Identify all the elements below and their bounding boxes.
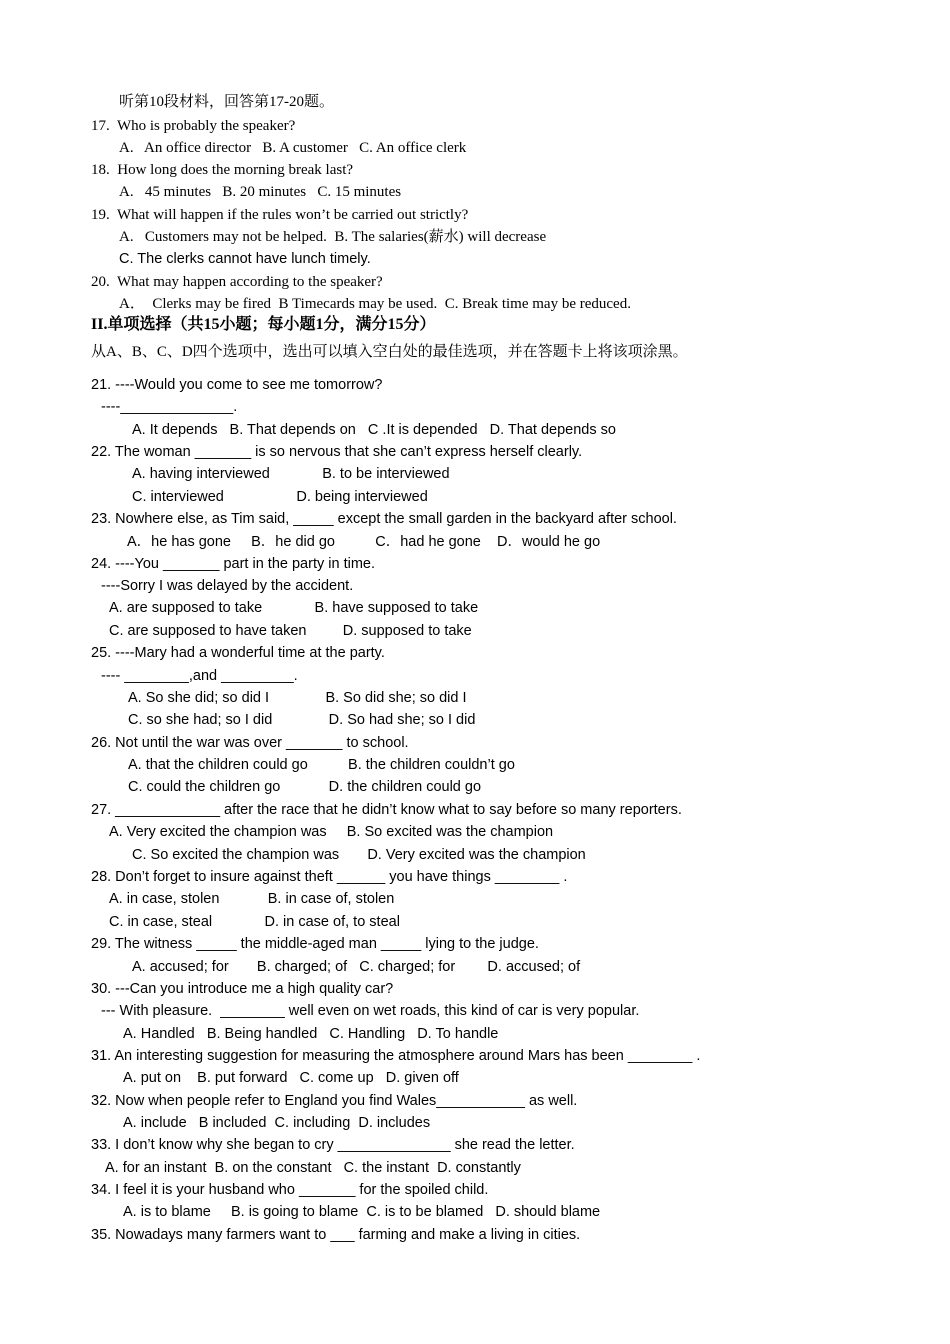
question-25-options-ab: A. So she did; so did I B. So did she; so did I — [128, 690, 467, 706]
question-19-option-c: C. The clerks cannot have lunch timely. — [119, 251, 371, 267]
question-33-options: A. for an instant B. on the constant C. the instant D. constantly — [105, 1160, 521, 1176]
question-24-reply: ----Sorry I was delayed by the accident. — [101, 578, 354, 594]
question-29-options: A. accused; for B. charged; of C. charged; for D. accused; of — [132, 959, 581, 975]
question-30: 30. ---Can you introduce me a high quality car? — [91, 981, 394, 997]
question-26: 26. Not until the war was over _______ to school. — [91, 735, 409, 751]
question-32: 32. Now when people refer to England you find Wales___________ as well. — [91, 1093, 578, 1109]
question-24-options-ab: A. are supposed to take B. have supposed to take — [109, 600, 479, 616]
listening-instruction: 听第10段材料，回答第17-20题。 — [119, 94, 334, 110]
question-27: 27. _____________ after the race that he didn’t know what to say before so many reporters. — [91, 802, 682, 818]
question-21-options: A. It depends B. That depends on C .It is depended D. That depends so — [132, 422, 616, 438]
question-30-reply: --- With pleasure. ________ well even on wet roads, this kind of car is very popular. — [101, 1003, 640, 1019]
question-35: 35. Nowadays many farmers want to ___ farming and make a living in cities. — [91, 1227, 581, 1243]
question-34-options: A. is to blame B. is going to blame C. is to be blamed D. should blame — [123, 1204, 601, 1220]
question-31-options: A. put on B. put forward C. come up D. given off — [123, 1070, 459, 1086]
question-24: 24. ----You _______ part in the party in time. — [91, 556, 375, 572]
question-21: 21. ----Would you come to see me tomorrow? — [91, 377, 383, 393]
question-26-options-ab: A. that the children could go B. the children couldn’t go — [128, 757, 515, 773]
question-18-options: A. 45 minutes B. 20 minutes C. 15 minutes — [119, 184, 402, 200]
question-20: 20. What may happen according to the speaker? — [91, 274, 383, 290]
question-34: 34. I feel it is your husband who _______ for the spoiled child. — [91, 1182, 489, 1198]
question-18: 18. How long does the morning break last? — [91, 162, 354, 178]
question-22-options-ab: A. having interviewed B. to be interviewed — [132, 466, 450, 482]
question-19-options: A. Customers may not be helped. B. The salaries(薪水) will decrease — [119, 229, 547, 245]
question-19: 19. What will happen if the rules won’t be carried out strictly? — [91, 207, 469, 223]
question-20-options: A． Clerks may be fired B Timecards may be used. C. Break time may be reduced. — [119, 296, 631, 312]
question-30-options: A. Handled B. Being handled C. Handling D. To handle — [123, 1026, 499, 1042]
question-22: 22. The woman _______ is so nervous that she can’t express herself clearly. — [91, 444, 583, 460]
question-23: 23. Nowhere else, as Tim said, _____ except the small garden in the backyard after school. — [91, 511, 677, 527]
question-24-options-cd: C. are supposed to have taken D. supposed to take — [109, 623, 472, 639]
section-heading: II.单项选择（共15小题；每小题1分，满分15分） — [91, 316, 436, 333]
question-32-options: A. include B included C. including D. includes — [123, 1115, 431, 1131]
question-28-options-ab: A. in case, stolen B. in case of, stolen — [109, 891, 395, 907]
question-25: 25. ----Mary had a wonderful time at the party. — [91, 645, 385, 661]
question-17: 17. Who is probably the speaker? — [91, 118, 296, 134]
question-26-options-cd: C. could the children go D. the children could go — [128, 779, 482, 795]
question-25-reply: ---- ________,and _________. — [101, 668, 298, 684]
section-instruction: 从A、B、C、D四个选项中，选出可以填入空白处的最佳选项，并在答题卡上将该项涂黑。 — [91, 344, 688, 360]
question-28: 28. Don’t forget to insure against theft ______ you have things ________ . — [91, 869, 568, 885]
question-31: 31. An interesting suggestion for measuring the atmosphere around Mars has been ________ . — [91, 1048, 701, 1064]
question-28-options-cd: C. in case, steal D. in case of, to steal — [109, 914, 400, 930]
question-27-options-ab: A. Very excited the champion was B. So excited was the champion — [109, 824, 554, 840]
question-23-options: A．he has gone B．he did go C．had he gone D．would he go — [127, 534, 601, 550]
question-33: 33. I don’t know why she began to cry ______________ she read the letter. — [91, 1137, 575, 1153]
question-25-options-cd: C. so she had; so I did D. So had she; so I did — [128, 712, 476, 728]
question-21-reply: ----______________. — [101, 399, 238, 415]
question-27-options-cd: C. So excited the champion was D. Very excited was the champion — [132, 847, 586, 863]
question-29: 29. The witness _____ the middle-aged man _____ lying to the judge. — [91, 936, 539, 952]
question-22-options-cd: C. interviewed D. being interviewed — [132, 489, 428, 505]
question-17-options: A. An office director B. A customer C. An office clerk — [119, 140, 467, 156]
